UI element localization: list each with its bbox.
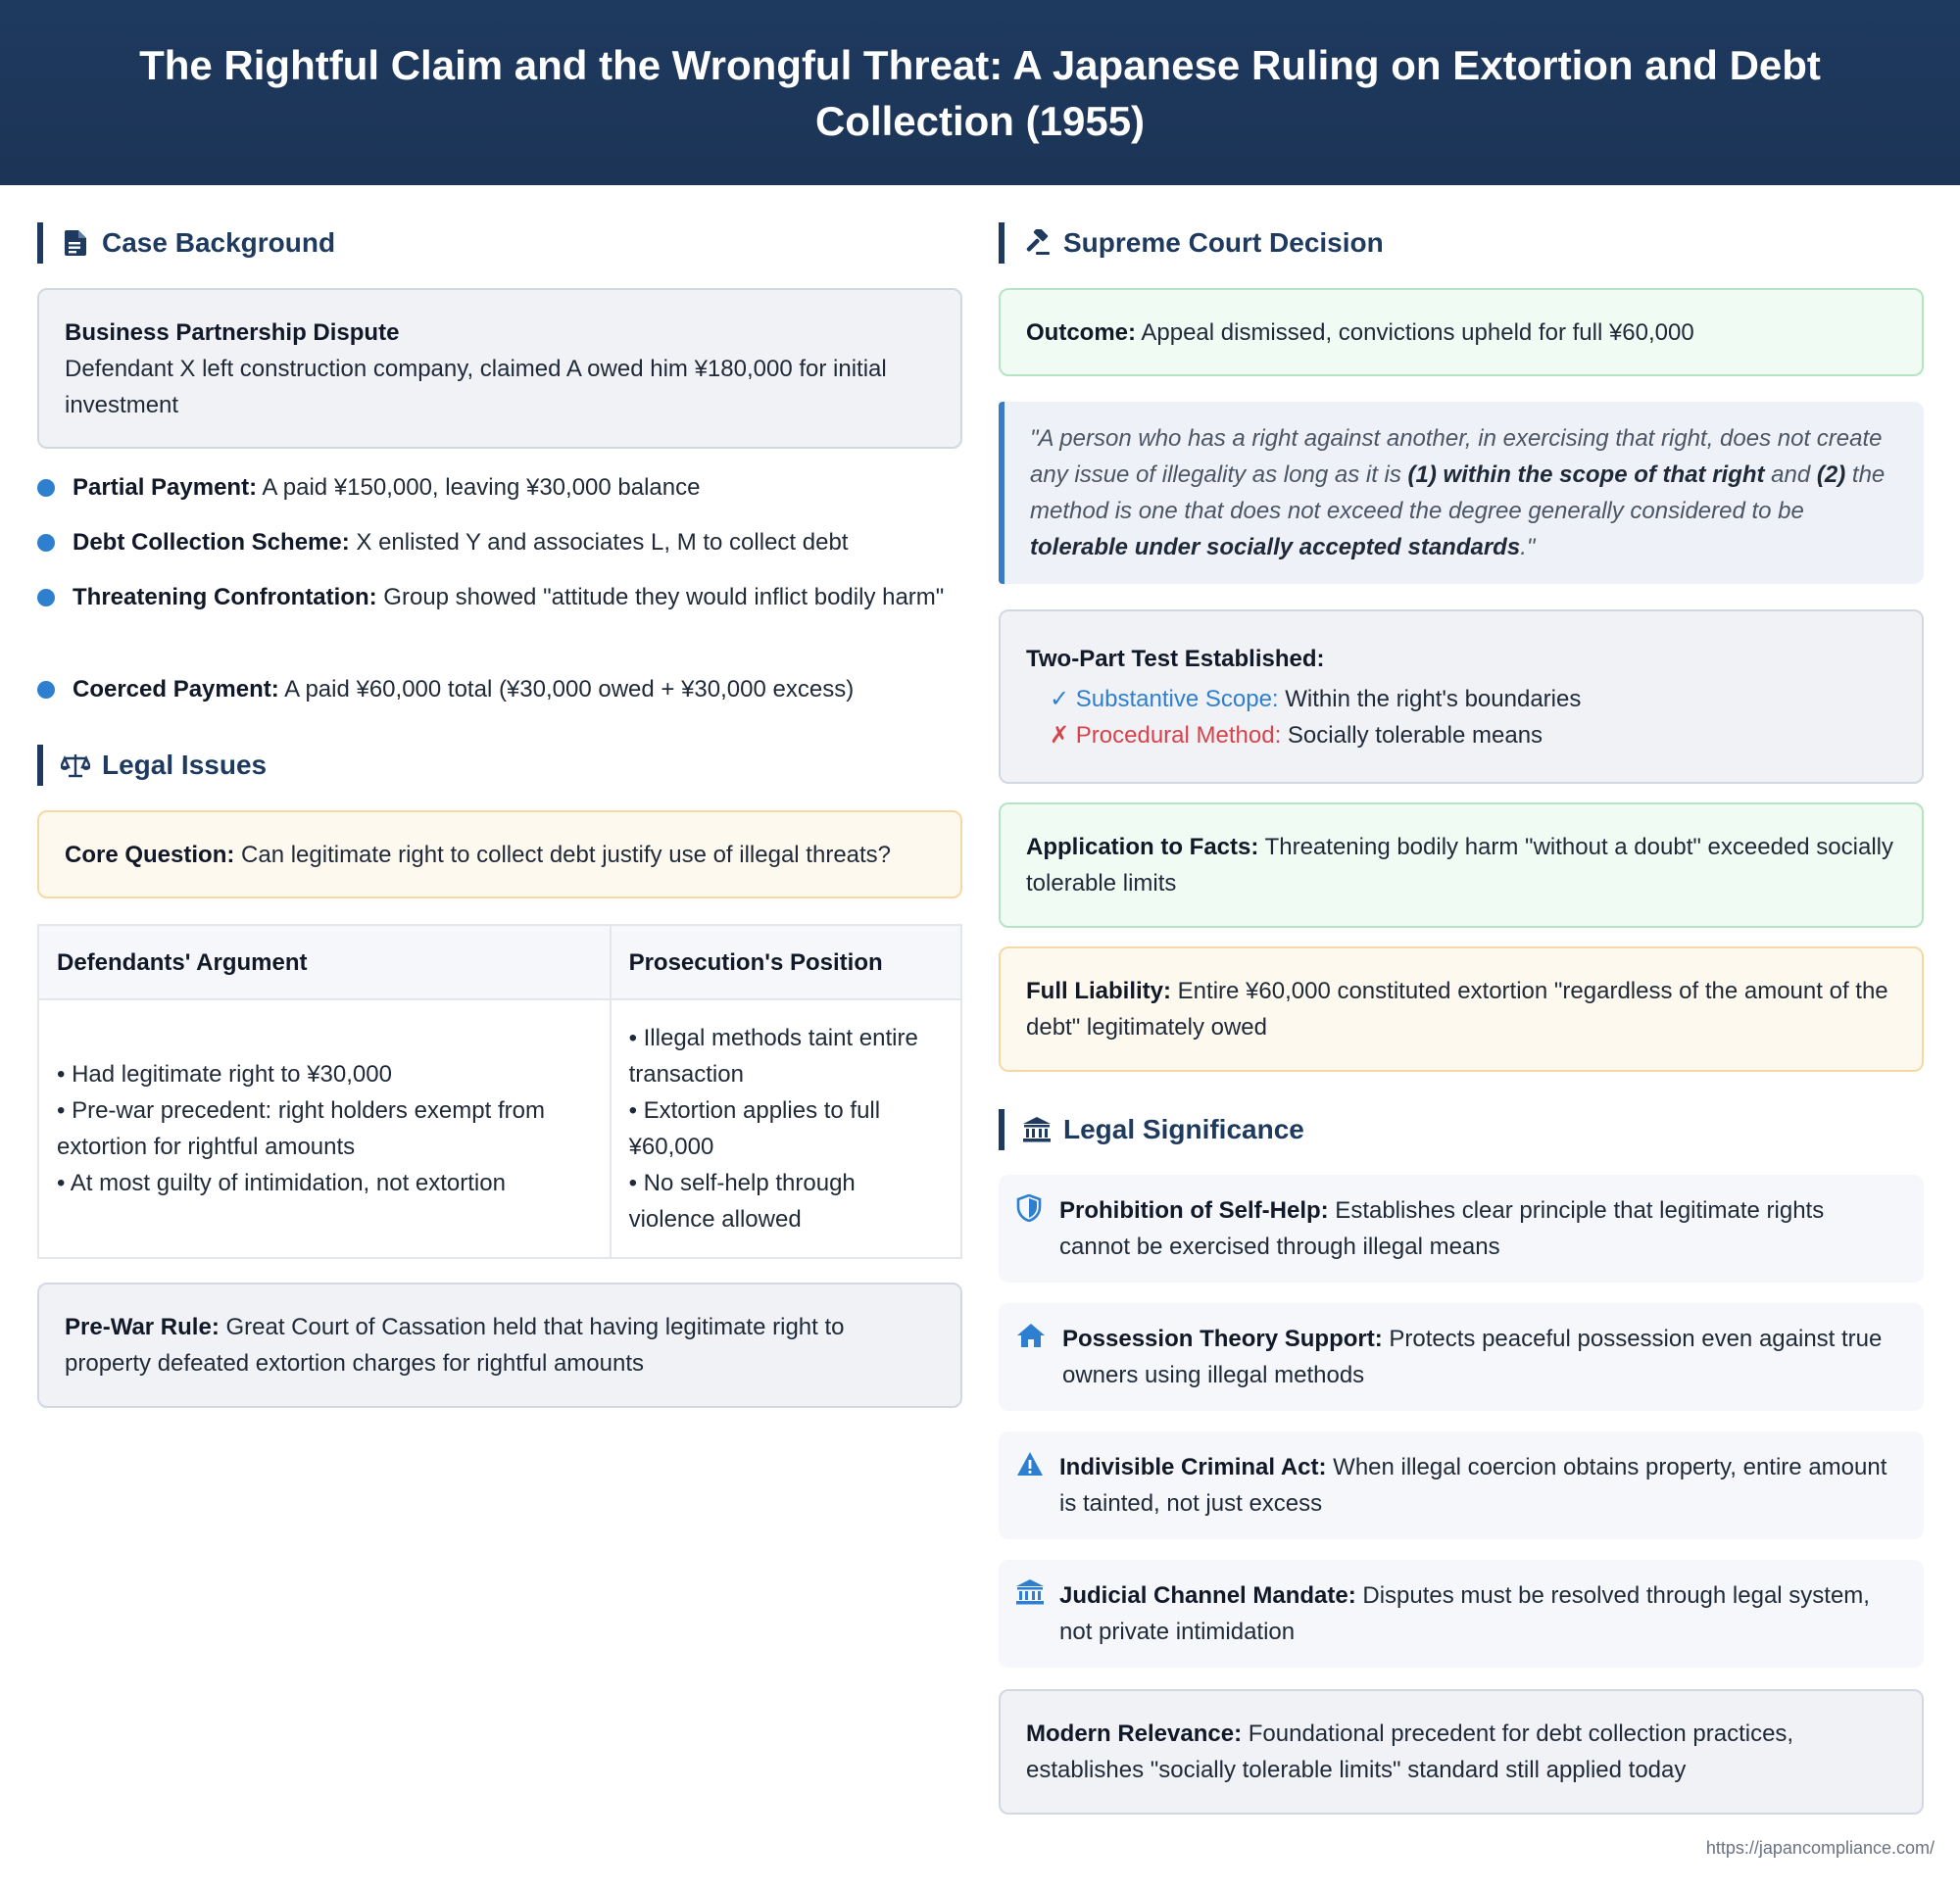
section-legal-significance: [999, 1109, 1304, 1150]
two-part-test-title: Two-Part Test Established:: [1026, 645, 1325, 672]
gavel-icon: [1022, 228, 1052, 258]
application-to-facts-box: Application to Facts: Threatening bodily harm "without a doubt" exceeded socially tolerable limits: [999, 802, 1924, 928]
bullet-dot: [37, 589, 55, 606]
defendants-argument-cell: • Had legitimate right to ¥30,000 • Pre-war precedent: right holders exempt from extortion for rightful amounts • At most guilty of intimidation, not extortion: [38, 999, 611, 1258]
partnership-dispute-box: [37, 288, 962, 449]
test-item-substantive: ✓ Substantive Scope: Within the right's boundaries: [1050, 685, 1582, 712]
bullet-partial-payment: Partial Payment: A paid ¥150,000, leaving ¥30,000 balance: [37, 469, 962, 506]
section-case-background: [37, 222, 335, 264]
prosecution-position-cell: • Illegal methods taint entire transaction • Extortion applies to full ¥60,000 • No self-help through violence allowed: [611, 999, 961, 1258]
outcome-box: Outcome: Appeal dismissed, convictions upheld for full ¥60,000: [999, 288, 1924, 376]
modern-relevance-box: Modern Relevance: Foundational precedent for debt collection practices, establishes "socially tolerable limits" standard still applied today: [999, 1689, 1924, 1815]
section-title-text: Supreme Court Decision: [1063, 227, 1384, 258]
header-defendants-argument: Defendants' Argument: [38, 925, 611, 999]
bullet-dot: [37, 534, 55, 552]
section-title-text: Case Background: [102, 227, 336, 258]
home-icon: [1016, 1323, 1044, 1350]
prewar-rule-box: Pre-War Rule: Great Court of Cassation held that having legitimate right to property defeated extortion charges for rightful amounts: [37, 1283, 962, 1408]
significance-card-self-help: Prohibition of Self-Help: Establishes clear principle that legitimate rights cannot be exercised through illegal means: [999, 1175, 1924, 1283]
bullet-coerced-payment: Coerced Payment: A paid ¥60,000 total (¥30,000 owed + ¥30,000 excess): [37, 671, 962, 707]
footer-url[interactable]: https://japancompliance.com/: [1705, 1838, 1935, 1858]
bullet-debt-collection-scheme: Debt Collection Scheme: X enlisted Y and associates L, M to collect debt: [37, 524, 962, 560]
warning-icon: [1016, 1451, 1044, 1478]
two-part-test-box: [999, 609, 1924, 784]
courthouse-icon: [1016, 1579, 1044, 1607]
check-icon: ✓: [1050, 685, 1070, 712]
shield-icon: [1016, 1194, 1044, 1222]
page-title: The Rightful Claim and the Wrongful Threat: A Japanese Ruling on Extortion and Debt Collection (1955): [139, 41, 1821, 144]
test-item-procedural: ✗ Procedural Method: Socially tolerable means: [1050, 721, 1544, 749]
partnership-dispute-title: Business Partnership Dispute: [65, 318, 400, 346]
significance-card-indivisible: Indivisible Criminal Act: When illegal coercion obtains property, entire amount is tainted, not just excess: [999, 1431, 1924, 1539]
court-quote-box: [999, 402, 1924, 584]
courthouse-icon: [1022, 1115, 1052, 1144]
bullet-threatening-confrontation: Threatening Confrontation: Group showed "attitude they would inflict bodily harm": [37, 579, 962, 615]
header-prosecution-position: Prosecution's Position: [611, 925, 961, 999]
page-header: [0, 0, 1960, 185]
section-title-text: Legal Issues: [102, 750, 268, 780]
cross-icon: ✗: [1050, 721, 1070, 749]
document-icon: [61, 228, 90, 258]
court-quote: "A person who has a right against another, in exercising that right, does not create any issue of illegality as long as it is (1) within the scope of that right and (2) the method is one that does not exceed the degree generally considered to be tolerable under socially accepted standards.": [1030, 425, 1886, 560]
section-supreme-court-decision: [999, 222, 1384, 264]
table-header-row: [38, 925, 961, 999]
significance-card-possession: Possession Theory Support: Protects peaceful possession even against true owners using illegal methods: [999, 1303, 1924, 1411]
table-row: [38, 999, 961, 1258]
scales-icon: [61, 751, 90, 780]
section-title-text: Legal Significance: [1063, 1114, 1304, 1144]
bullet-dot: [37, 681, 55, 699]
core-question-box: Core Question: Can legitimate right to collect debt justify use of illegal threats?: [37, 810, 962, 898]
bullet-dot: [37, 479, 55, 497]
arguments-table: [37, 924, 962, 1259]
significance-card-judicial-channel: Judicial Channel Mandate: Disputes must be resolved through legal system, not private intimidation: [999, 1560, 1924, 1668]
full-liability-box: Full Liability: Entire ¥60,000 constituted extortion "regardless of the amount of the debt" legitimately owed: [999, 946, 1924, 1072]
partnership-dispute-text: Defendant X left construction company, claimed A owed him ¥180,000 for initial investment: [65, 355, 887, 418]
section-legal-issues: [37, 745, 267, 786]
